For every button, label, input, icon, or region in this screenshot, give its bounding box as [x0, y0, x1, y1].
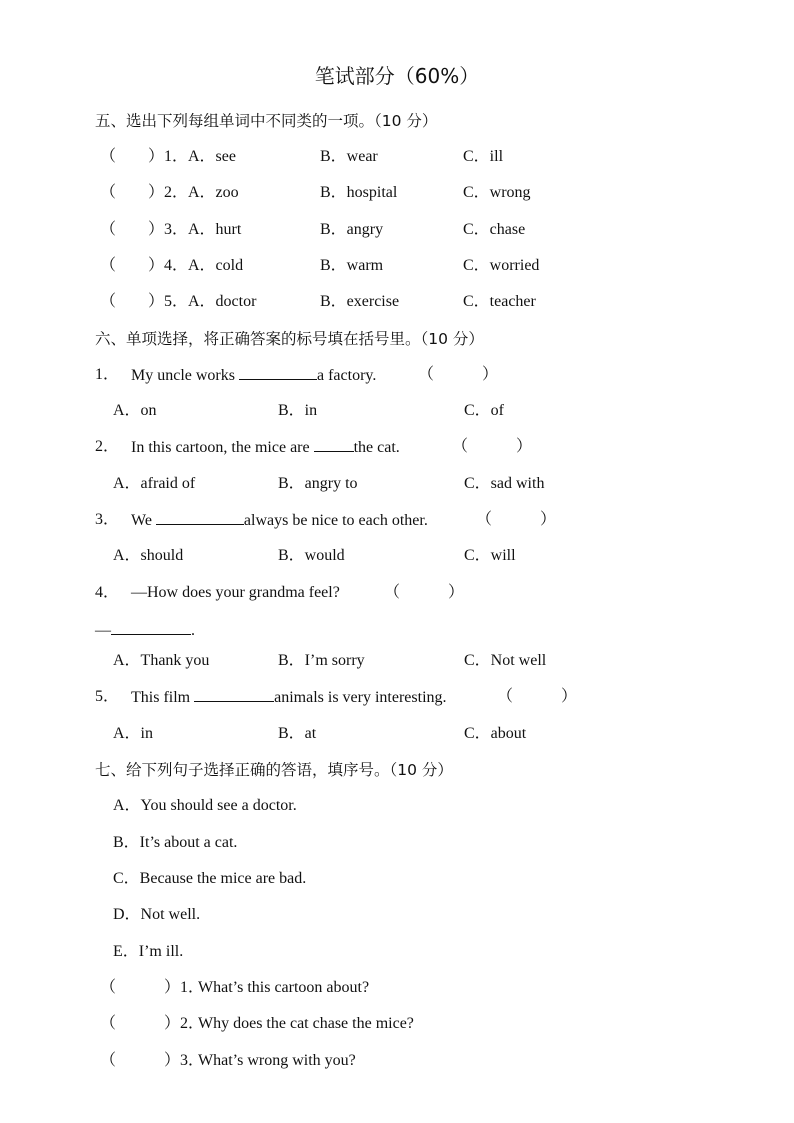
s6-q1-text-pre: My uncle works	[131, 367, 239, 384]
s7-option-c: C．Because the mice are bad.	[113, 870, 307, 887]
s5-q1-paren: （ ）1．	[100, 148, 189, 165]
s6-q3-number: 3．	[95, 511, 120, 528]
s6-q5-text-post: animals is very interesting.	[274, 689, 447, 706]
s5-q1-option-b: B．wear	[320, 148, 378, 165]
s6-q3-stem	[131, 510, 428, 531]
s6-q1-option-b: B．in	[278, 402, 318, 419]
s6-q5-number: 5．	[95, 688, 120, 705]
s5-q4-option-a: A．cold	[188, 257, 244, 274]
s5-q3-option-a: A．hurt	[188, 221, 242, 238]
s6-q1-blank	[239, 365, 317, 380]
s6-q4-option-b: B．I’m sorry	[278, 652, 365, 669]
s6-q5-option-c: C．about	[464, 725, 527, 742]
s5-q2-paren: （ ）2．	[100, 184, 189, 201]
s5-q1-option-a: A．see	[188, 148, 236, 165]
s5-q5-paren: （ ）5．	[100, 293, 189, 310]
s6-q5-blank	[194, 687, 274, 702]
s5-q1-option-c: C．ill	[463, 148, 504, 165]
s6-q4-answer-paren: （ ）	[384, 584, 465, 601]
s6-q2-option-b: B．angry to	[278, 475, 358, 492]
s5-q2-option-b: B．hospital	[320, 184, 398, 201]
s7-q2-text: Why does the cat chase the mice?	[198, 1015, 414, 1032]
s6-q1-stem	[131, 365, 376, 386]
s6-q3-blank	[156, 510, 244, 525]
s6-q4-stem: —How does your grandma feel?	[131, 584, 340, 601]
s6-q4-answer-stem	[95, 620, 195, 641]
s6-q4-blank	[111, 620, 191, 635]
s5-q5-option-c: C．teacher	[463, 293, 536, 310]
s5-q2-option-c: C．wrong	[463, 184, 531, 201]
s6-q5-answer-paren: （ ）	[497, 688, 578, 705]
s5-q5-option-a: A．doctor	[188, 293, 257, 310]
s5-q3-option-c: C．chase	[463, 221, 526, 238]
s6-q3-answer-paren: （ ）	[476, 511, 557, 528]
s7-q1-text: What’s this cartoon about?	[198, 979, 370, 996]
s6-q5-option-b: B．at	[278, 725, 317, 742]
s5-q4-option-b: B．warm	[320, 257, 384, 274]
s6-q1-answer-paren: （ ）	[418, 366, 499, 383]
s6-q2-blank	[314, 437, 354, 452]
s6-q5-text-pre: This film	[131, 689, 195, 706]
section7-heading: 七、给下列句子选择正确的答语，填序号。（10 分）	[95, 761, 453, 779]
page-title: 笔试部分（60%）	[314, 64, 480, 88]
s5-q3-option-b: B．angry	[320, 221, 384, 238]
s6-q5-option-a: A．in	[113, 725, 154, 742]
s6-q2-answer-paren: （ ）	[452, 438, 533, 455]
s7-q3-paren: （ ）3．	[100, 1052, 205, 1069]
section5-heading: 五、选出下列每组单词中不同类的一项。（10 分）	[95, 112, 438, 130]
s6-q4-number: 4．	[95, 584, 120, 601]
s6-q4-dash: —	[95, 622, 111, 639]
s7-q1-paren: （ ）1．	[100, 979, 205, 996]
s6-q2-text-post: the cat.	[353, 439, 400, 456]
s6-q4-period: .	[191, 622, 195, 639]
s5-q2-option-a: A．zoo	[188, 184, 239, 201]
s6-q3-text-pre: We	[131, 512, 156, 529]
s6-q2-option-a: A．afraid of	[113, 475, 196, 492]
s5-q3-paren: （ ）3．	[100, 221, 189, 238]
s6-q1-number: 1．	[95, 366, 120, 383]
section6-heading: 六、单项选择，将正确答案的标号填在括号里。（10 分）	[95, 330, 484, 348]
s6-q1-option-a: A．on	[113, 402, 157, 419]
s6-q2-number: 2．	[95, 438, 120, 455]
s5-q5-option-b: B．exercise	[320, 293, 400, 310]
s7-option-a: A．You should see a doctor.	[113, 797, 297, 814]
s6-q1-option-c: C．of	[464, 402, 505, 419]
s5-q4-option-c: C．worried	[463, 257, 540, 274]
s6-q3-option-a: A．should	[113, 547, 184, 564]
s6-q4-option-a: A．Thank you	[113, 652, 210, 669]
s6-q2-option-c: C．sad with	[464, 475, 545, 492]
s7-option-e: E．I’m ill.	[113, 943, 184, 960]
s6-q3-option-b: B．would	[278, 547, 345, 564]
s6-q3-text-post: always be nice to each other.	[243, 512, 428, 529]
s7-q3-text: What’s wrong with you?	[198, 1052, 356, 1069]
s6-q4-option-c: C．Not well	[464, 652, 547, 669]
s6-q1-text-post: a factory.	[316, 367, 377, 384]
s7-option-b: B．It’s about a cat.	[113, 834, 238, 851]
s7-q2-paren: （ ）2．	[100, 1015, 205, 1032]
s6-q2-text-pre: In this cartoon, the mice are	[131, 439, 314, 456]
s6-q2-stem	[131, 437, 400, 458]
s5-q4-paren: （ ）4．	[100, 257, 189, 274]
s7-option-d: D．Not well.	[113, 906, 201, 923]
s6-q5-stem	[131, 687, 447, 708]
s6-q3-option-c: C．will	[464, 547, 516, 564]
